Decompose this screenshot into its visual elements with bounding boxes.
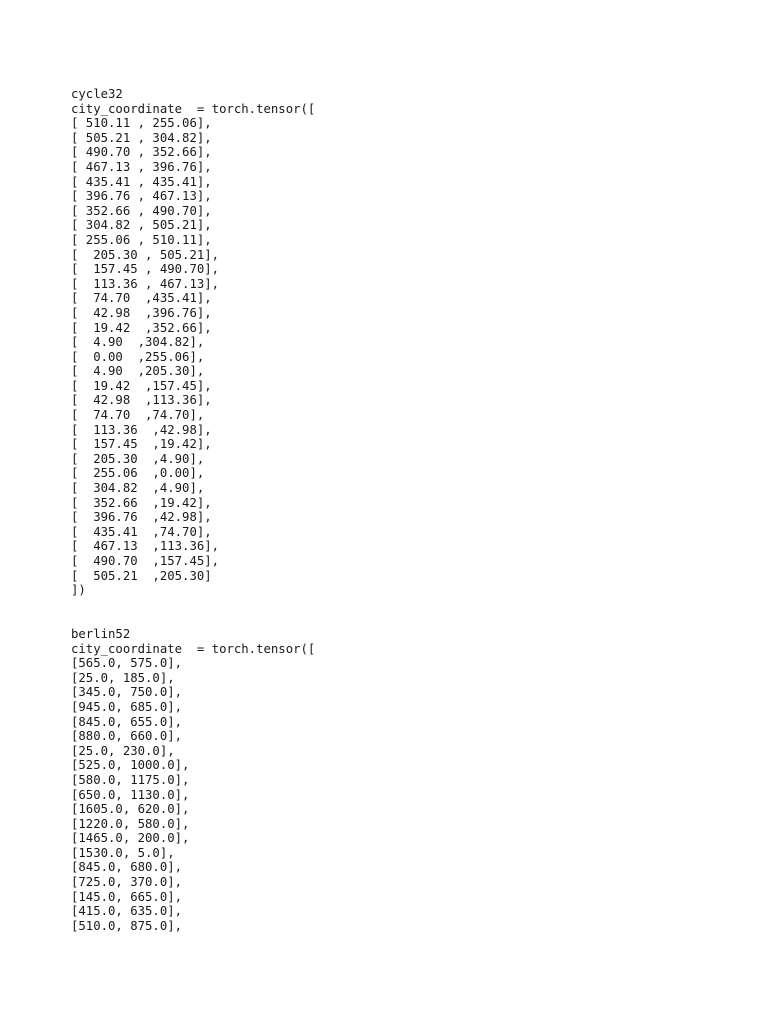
code-line: [510.0, 875.0], [71, 918, 183, 933]
code-line: [1530.0, 5.0], [71, 845, 175, 860]
code-section-cycle32 [71, 87, 731, 598]
code-line: ]) [71, 583, 86, 598]
code-line: [ 505.21 , 304.82], [71, 130, 212, 145]
code-line: [ 74.70 ,435.41], [71, 291, 212, 306]
code-line: [25.0, 230.0], [71, 743, 175, 758]
code-line: [880.0, 660.0], [71, 729, 183, 744]
code-line: [ 157.45 ,19.42], [71, 437, 212, 452]
code-line: [ 352.66 ,19.42], [71, 495, 212, 510]
code-line: [ 304.82 ,4.90], [71, 481, 205, 496]
code-line: [ 304.82 , 505.21], [71, 218, 212, 233]
code-line: [415.0, 635.0], [71, 904, 183, 919]
code-line: [ 42.98 ,113.36], [71, 393, 212, 408]
code-line: [1605.0, 620.0], [71, 802, 190, 817]
code-line: [ 435.41 ,74.70], [71, 524, 212, 539]
code-line: [ 74.70 ,74.70], [71, 408, 205, 423]
code-line: [725.0, 370.0], [71, 875, 183, 890]
code-section-berlin52 [71, 627, 731, 933]
code-line: [ 113.36 ,42.98], [71, 422, 212, 437]
code-line: [945.0, 685.0], [71, 699, 183, 714]
section-gap [71, 598, 731, 627]
code-line: [845.0, 655.0], [71, 714, 183, 729]
code-line: [ 490.70 , 352.66], [71, 145, 212, 160]
code-line: [ 0.00 ,255.06], [71, 349, 205, 364]
code-line: [ 255.06 ,0.00], [71, 466, 205, 481]
code-line: [ 352.66 , 490.70], [71, 203, 212, 218]
code-line: [650.0, 1130.0], [71, 787, 190, 802]
code-line: [345.0, 750.0], [71, 685, 183, 700]
code-line: [ 4.90 ,205.30], [71, 364, 205, 379]
document-page [71, 87, 731, 933]
code-line: [ 157.45 , 490.70], [71, 262, 220, 277]
code-line: [ 467.13 ,113.36], [71, 539, 220, 554]
code-line: [ 490.70 ,157.45], [71, 554, 220, 568]
code-line: [1465.0, 200.0], [71, 831, 190, 846]
code-line: [25.0, 185.0], [71, 670, 175, 685]
code-line: [525.0, 1000.0], [71, 758, 190, 773]
code-line: [ 505.21 ,205.30] [71, 568, 212, 583]
code-line: [ 42.98 ,396.76], [71, 305, 212, 320]
code-line: [ 435.41 , 435.41], [71, 174, 212, 189]
code-line: [ 255.06 , 510.11], [71, 232, 212, 247]
code-line: city_coordinate = torch.tensor([ [71, 641, 316, 656]
section-title: cycle32 [71, 87, 123, 101]
code-line: [ 396.76 , 467.13], [71, 189, 212, 204]
code-line: [1220.0, 580.0], [71, 816, 190, 831]
code-line: [ 467.13 , 396.76], [71, 159, 212, 174]
code-line: [845.0, 680.0], [71, 860, 183, 875]
code-line: [ 396.76 ,42.98], [71, 510, 212, 525]
section-title: berlin52 [71, 626, 131, 641]
code-line: [580.0, 1175.0], [71, 772, 190, 787]
code-line: city_coordinate = torch.tensor([ [71, 101, 316, 116]
code-line: [ 205.30 ,4.90], [71, 451, 205, 466]
code-line: [ 4.90 ,304.82], [71, 335, 205, 350]
code-line: [145.0, 665.0], [71, 889, 183, 904]
code-line: [ 510.11 , 255.06], [71, 116, 212, 131]
code-line: [ 205.30 , 505.21], [71, 247, 220, 262]
code-line: [ 19.42 ,352.66], [71, 320, 212, 335]
code-line: [ 19.42 ,157.45], [71, 378, 212, 393]
code-line: [565.0, 575.0], [71, 656, 183, 671]
code-line: [ 113.36 , 467.13], [71, 276, 220, 291]
